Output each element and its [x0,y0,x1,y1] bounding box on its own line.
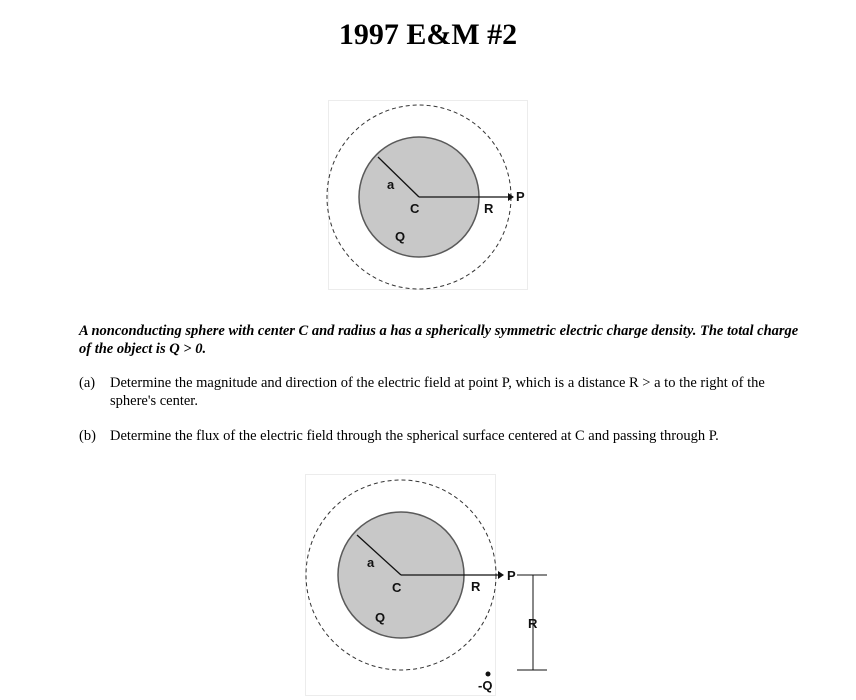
part-a [79,374,799,410]
label-c: C [392,580,402,595]
label-r-vertical: R [528,616,538,631]
label-q: Q [375,610,386,625]
arrow-head [498,571,504,579]
label-r: R [484,201,494,216]
label-p: P [507,568,516,583]
label-a: a [387,177,395,192]
part-b [79,427,799,445]
figure-2-sphere-diagram [305,474,555,696]
page-title: 1997 E&M #2 [338,18,518,51]
problem-intro: A nonconducting sphere with center C and radius a has a spherically symmetric electric charge density. The total charge of the object is Q > 0. [79,323,799,357]
label-q: Q [395,229,406,244]
label-neg-q: -Q [478,678,493,693]
part-a-text: Determine the magnitude and direction of the electric field at point P, which is a distance R > a to the right of the sphere's center. [110,375,765,409]
part-b-text: Determine the flux of the electric field through the spherical surface centered at C and passing through P. [110,428,719,444]
label-c: C [410,201,420,216]
part-a-marker: (a) [79,375,96,391]
label-r: R [471,579,481,594]
point-charge-dot [486,672,491,677]
part-b-marker: (b) [79,428,96,444]
figure-1-sphere-diagram [328,100,528,290]
label-a: a [367,555,375,570]
label-p: P [516,189,525,204]
